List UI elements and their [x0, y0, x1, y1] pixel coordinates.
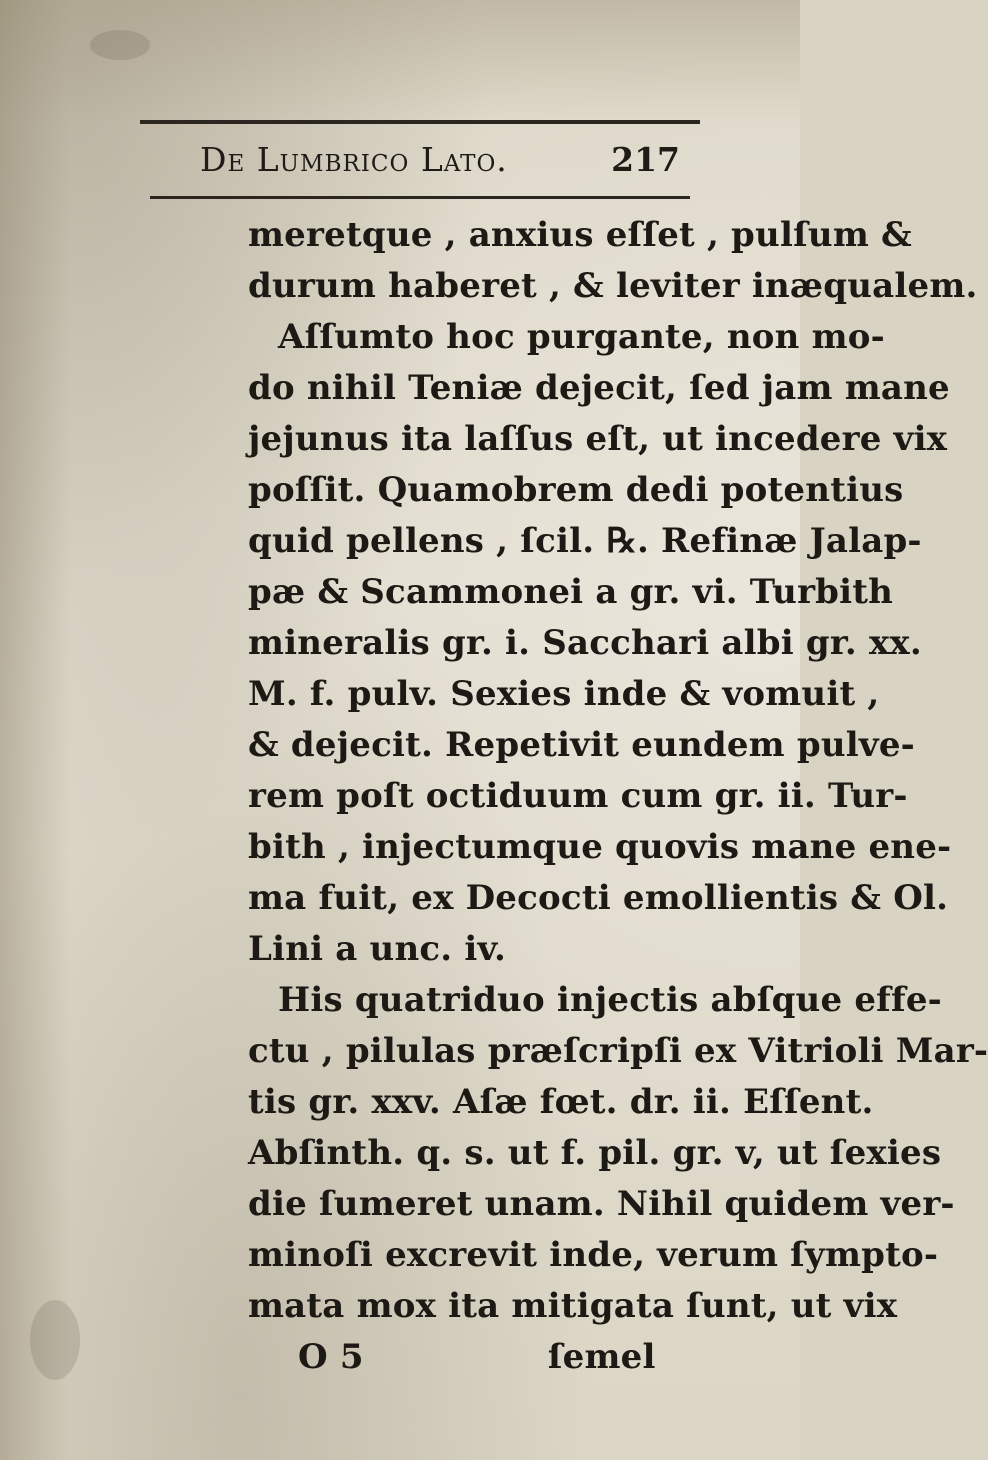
text-line: bith , injectumque quovis mane ene- — [248, 827, 952, 867]
text-line: His quatriduo injectis abſque effe- — [278, 980, 942, 1020]
text-line: jejunus ita laſſus eſt, ut incedere vix — [248, 419, 948, 459]
header-rule — [150, 196, 690, 199]
text-line: minoſi excrevit inde, verum ſympto- — [248, 1235, 939, 1275]
text-line: Abſinth. q. s. ut f. pil. gr. v, ut ſexies — [248, 1133, 942, 1173]
text-line: M. f. pulv. Sexies inde & vomuit , — [248, 674, 880, 714]
text-line: mata mox ita mitigata ſunt, ut vix — [248, 1286, 898, 1326]
text-line: do nihil Teniæ dejecit, ſed jam mane — [248, 368, 950, 408]
running-head: De Lumbrico Lato. — [200, 140, 508, 179]
catchword-line — [248, 1332, 718, 1383]
text-line: poſſit. Quamobrem dedi potentius — [248, 470, 904, 510]
text-line: pæ & Scammonei a gr. vi. Turbith — [248, 572, 894, 612]
page-number: 217 — [611, 140, 680, 179]
text-line: Aſſumto hoc purgante, non mo- — [278, 317, 885, 357]
text-line: quid pellens , ſcil. ℞. Refinæ Jalap- — [248, 521, 922, 561]
paper-stain — [30, 1300, 80, 1380]
text-line: & dejecit. Repetivit eundem pulve- — [248, 725, 915, 765]
text-line: ctu , pilulas præſcripſi ex Vitrioli Mar- — [248, 1031, 988, 1071]
text-line: durum haberet , & leviter inæqualem. — [248, 266, 978, 306]
top-rule — [140, 120, 700, 124]
paper-stain — [90, 30, 150, 60]
text-line: die ſumeret unam. Nihil quidem ver- — [248, 1184, 955, 1224]
catchword: ſemel — [547, 1337, 656, 1377]
text-line: tis gr. xxv. Aſæ fœt. dr. ii. Eſſent. — [248, 1082, 874, 1122]
text-line: Lini a unc. iv. — [248, 929, 507, 969]
text-line: meretque , anxius eſſet , pulſum & — [248, 215, 912, 255]
body-text — [248, 210, 988, 1383]
text-line: ma fuit, ex Decocti emollientis & Ol. — [248, 878, 949, 918]
page-header — [200, 140, 680, 190]
text-line: mineralis gr. i. Sacchari albi gr. xx. — [248, 623, 922, 663]
previous-page-shadow — [0, 0, 800, 120]
text-line: rem poſt octiduum cum gr. ii. Tur- — [248, 776, 908, 816]
signature-mark: O 5 — [298, 1337, 364, 1377]
page-gutter-shadow — [0, 0, 70, 1460]
